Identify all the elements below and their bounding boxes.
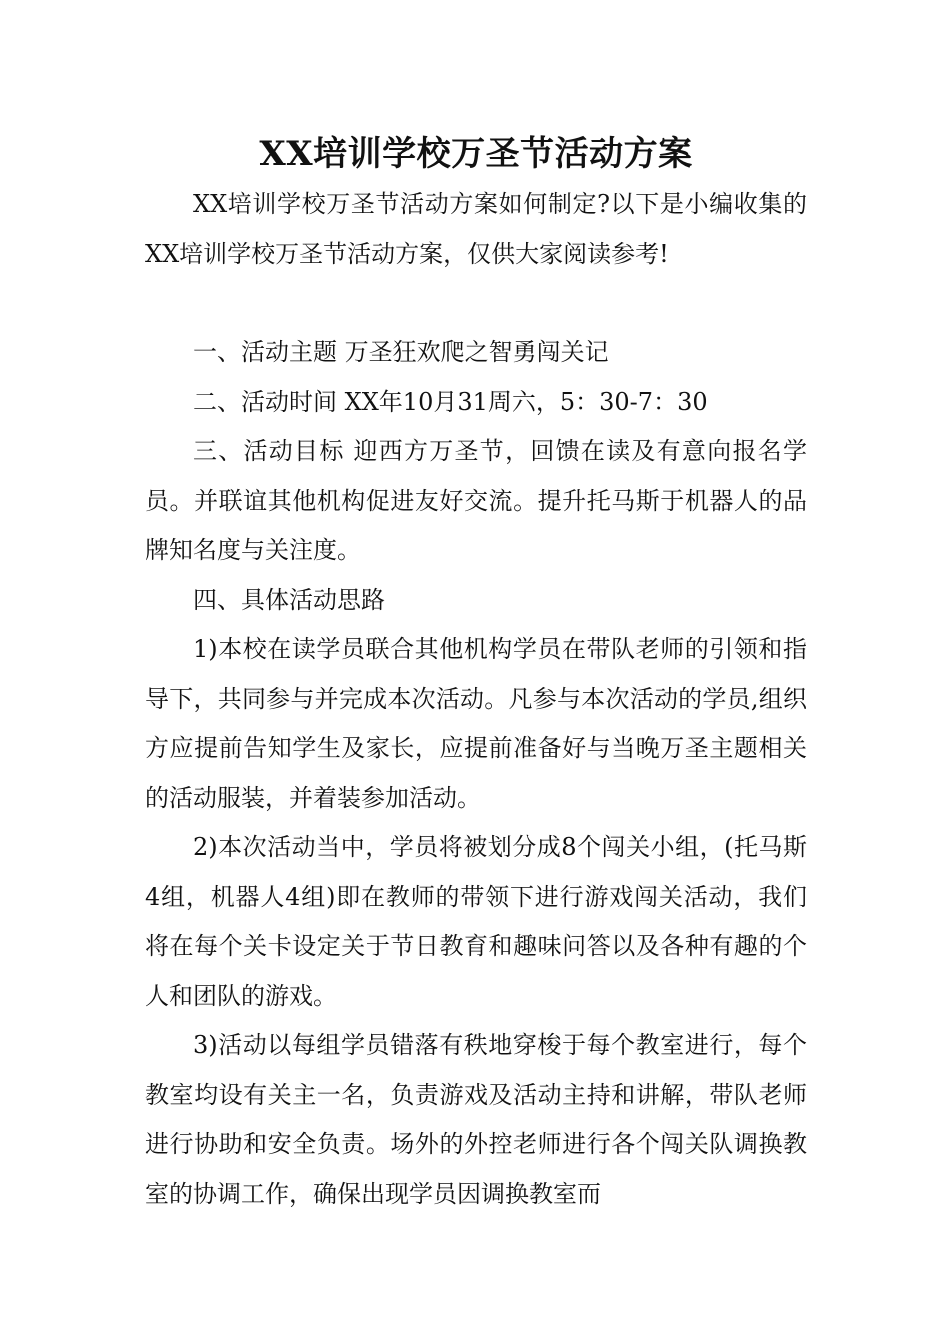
section-goal: 三、活动目标 迎西方万圣节，回馈在读及有意向报名学员。并联谊其他机构促进友好交流。提升托马斯于机器人的品牌知名度与关注度。 — [145, 437, 807, 564]
intro-paragraph: XX培训学校万圣节活动方案如何制定?以下是小编收集的XX培训学校万圣节活动方案，仅供大家阅读参考! — [145, 190, 807, 268]
document-title: XX培训学校万圣节活动方案 — [259, 134, 693, 174]
section-theme: 一、活动主题 万圣狂欢爬之智勇闯关记 — [193, 338, 609, 366]
plan-item-2: 2)本次活动当中，学员将被划分成8个闯关小组，(托马斯4组，机器人4组)即在教师的带领下进行游戏闯关活动，我们将在每个关卡设定关于节日教育和趣味问答以及各种有趣的个人和团队的游戏。 — [145, 833, 807, 1010]
paragraph-gap — [145, 279, 807, 328]
plan-item-3: 3)活动以每组学员错落有秩地穿梭于每个教室进行，每个教室均设有关主一名，负责游戏及活动主持和讲解，带队老师进行协助和安全负责。场外的外控老师进行各个闯关队调换教室的协调工作，确保出现学员因调换教室而 — [145, 1031, 807, 1208]
section-time: 二、活动时间 XX年10月31周六，5：30-7：30 — [193, 387, 708, 416]
plan-item-1: 1)本校在读学员联合其他机构学员在带队老师的引领和指导下，共同参与并完成本次活动。凡参与本次活动的学员,组织方应提前告知学生及家长，应提前准备好与当晚万圣主题相关的活动服装，并着装参加活动。 — [145, 635, 807, 812]
section-plan-heading: 四、具体活动思路 — [193, 585, 385, 614]
document-page — [145, 128, 807, 1219]
